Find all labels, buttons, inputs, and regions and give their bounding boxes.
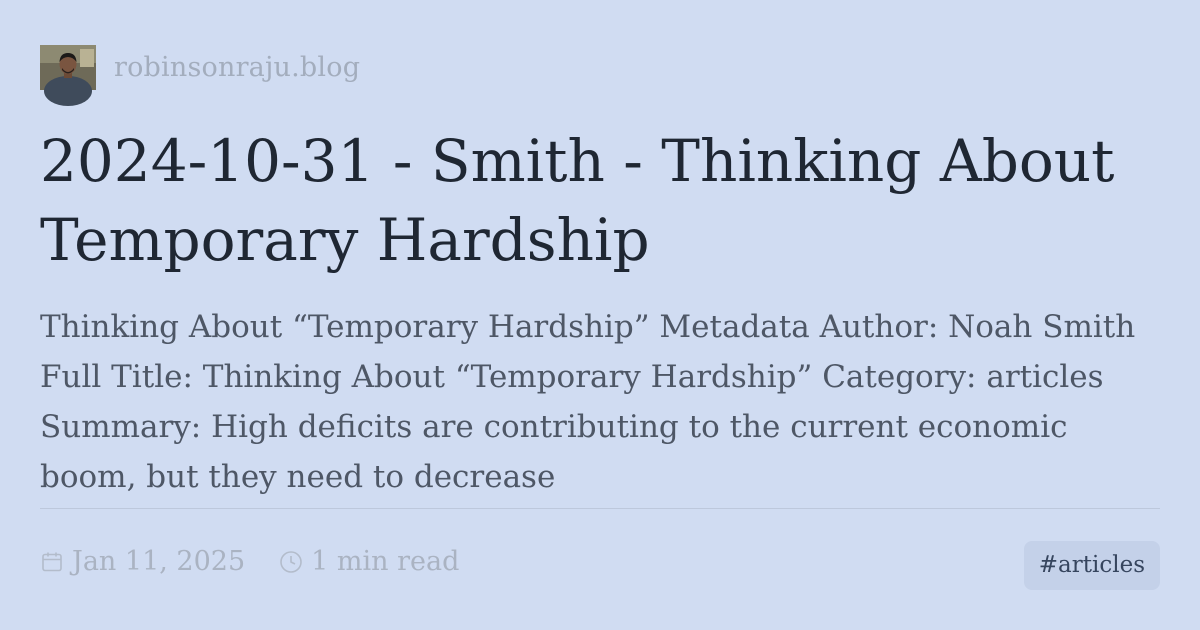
post-title[interactable]: 2024-10-31 - Smith - Thinking About Temporary Hardship — [40, 127, 1115, 274]
site-header[interactable] — [40, 45, 360, 90]
clock-icon — [279, 550, 303, 574]
author-avatar — [40, 45, 96, 90]
divider — [40, 508, 1160, 509]
post-date — [40, 546, 245, 577]
tag-articles[interactable]: #articles — [1024, 541, 1160, 590]
post-read-time-text: 1 min read — [311, 546, 460, 577]
calendar-icon — [40, 550, 64, 574]
post-meta — [40, 546, 459, 577]
site-name[interactable]: robinsonraju.blog — [114, 52, 361, 83]
post-read-time — [279, 546, 459, 577]
post-excerpt: Thinking About “Temporary Hardship” Metadata Author: Noah Smith Full Title: Thinking About “Temporary Hardship” Category: articles Summary: High deficits are contributing to the current economic boom, but they need to decrease — [40, 309, 1136, 495]
post-date-text: Jan 11, 2025 — [72, 546, 246, 577]
